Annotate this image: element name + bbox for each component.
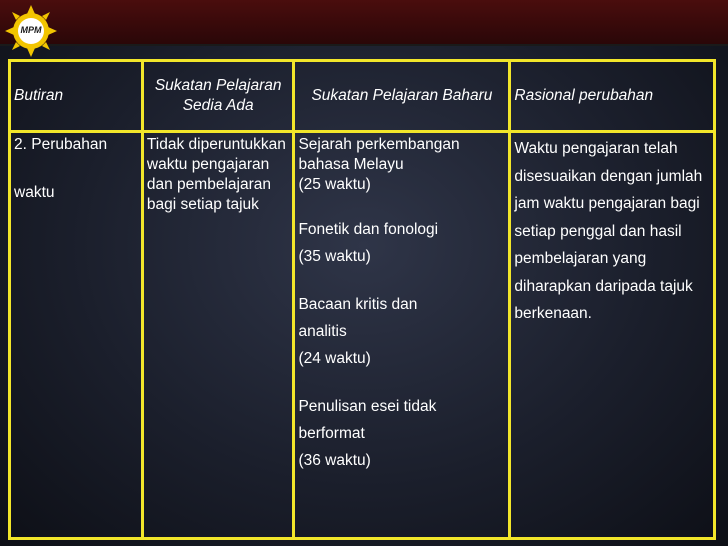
header-butiran: Butiran	[10, 61, 143, 132]
logo-text: MPM	[20, 25, 42, 35]
topic-title-cont: berformat	[298, 425, 365, 442]
cell-baharu	[294, 132, 510, 539]
table-header-row	[10, 61, 715, 132]
cell-sedia-ada: Tidak diperuntukkan waktu pengajaran dan pembelajaran bagi setiap tajuk	[142, 132, 294, 539]
topic-hours: (36 waktu)	[298, 452, 371, 469]
topic-title: Sejarah perkembangan bahasa Melayu	[298, 136, 460, 173]
header-sedia-ada: Sukatan Pelajaran Sedia Ada	[142, 61, 294, 132]
butiran-line-2: waktu	[14, 184, 55, 201]
topic-title: Fonetik dan fonologi	[298, 221, 439, 238]
topic-title: Bacaan kritis dan	[298, 296, 418, 313]
topic-hours: (35 waktu)	[298, 248, 371, 265]
cell-rasional	[510, 132, 715, 539]
topic-title: Penulisan esei tidak	[298, 398, 437, 415]
butiran-line-1: 2. Perubahan	[14, 136, 108, 153]
topic-title-cont: analitis	[298, 323, 347, 340]
topic-bacaan	[298, 291, 505, 372]
mpm-logo	[4, 4, 58, 58]
header-rasional: Rasional perubahan	[510, 61, 715, 132]
rasional-text: Waktu pengajaran telah disesuaikan dengan jumlah jam waktu pengajaran bagi setiap penggal dan hasil pembelajaran yang diharapkan daripada tajuk berkenaan.	[514, 140, 703, 322]
topic-sejarah	[298, 135, 505, 195]
topic-fonetik	[298, 216, 505, 270]
table-row	[10, 132, 715, 539]
topic-hours: (25 waktu)	[298, 176, 371, 193]
header-bar	[0, 0, 728, 46]
syllabus-comparison-table	[8, 59, 716, 540]
topic-penulisan	[298, 393, 505, 474]
header-baharu: Sukatan Pelajaran Baharu	[294, 61, 510, 132]
cell-butiran	[10, 132, 143, 539]
topic-hours: (24 waktu)	[298, 350, 371, 367]
